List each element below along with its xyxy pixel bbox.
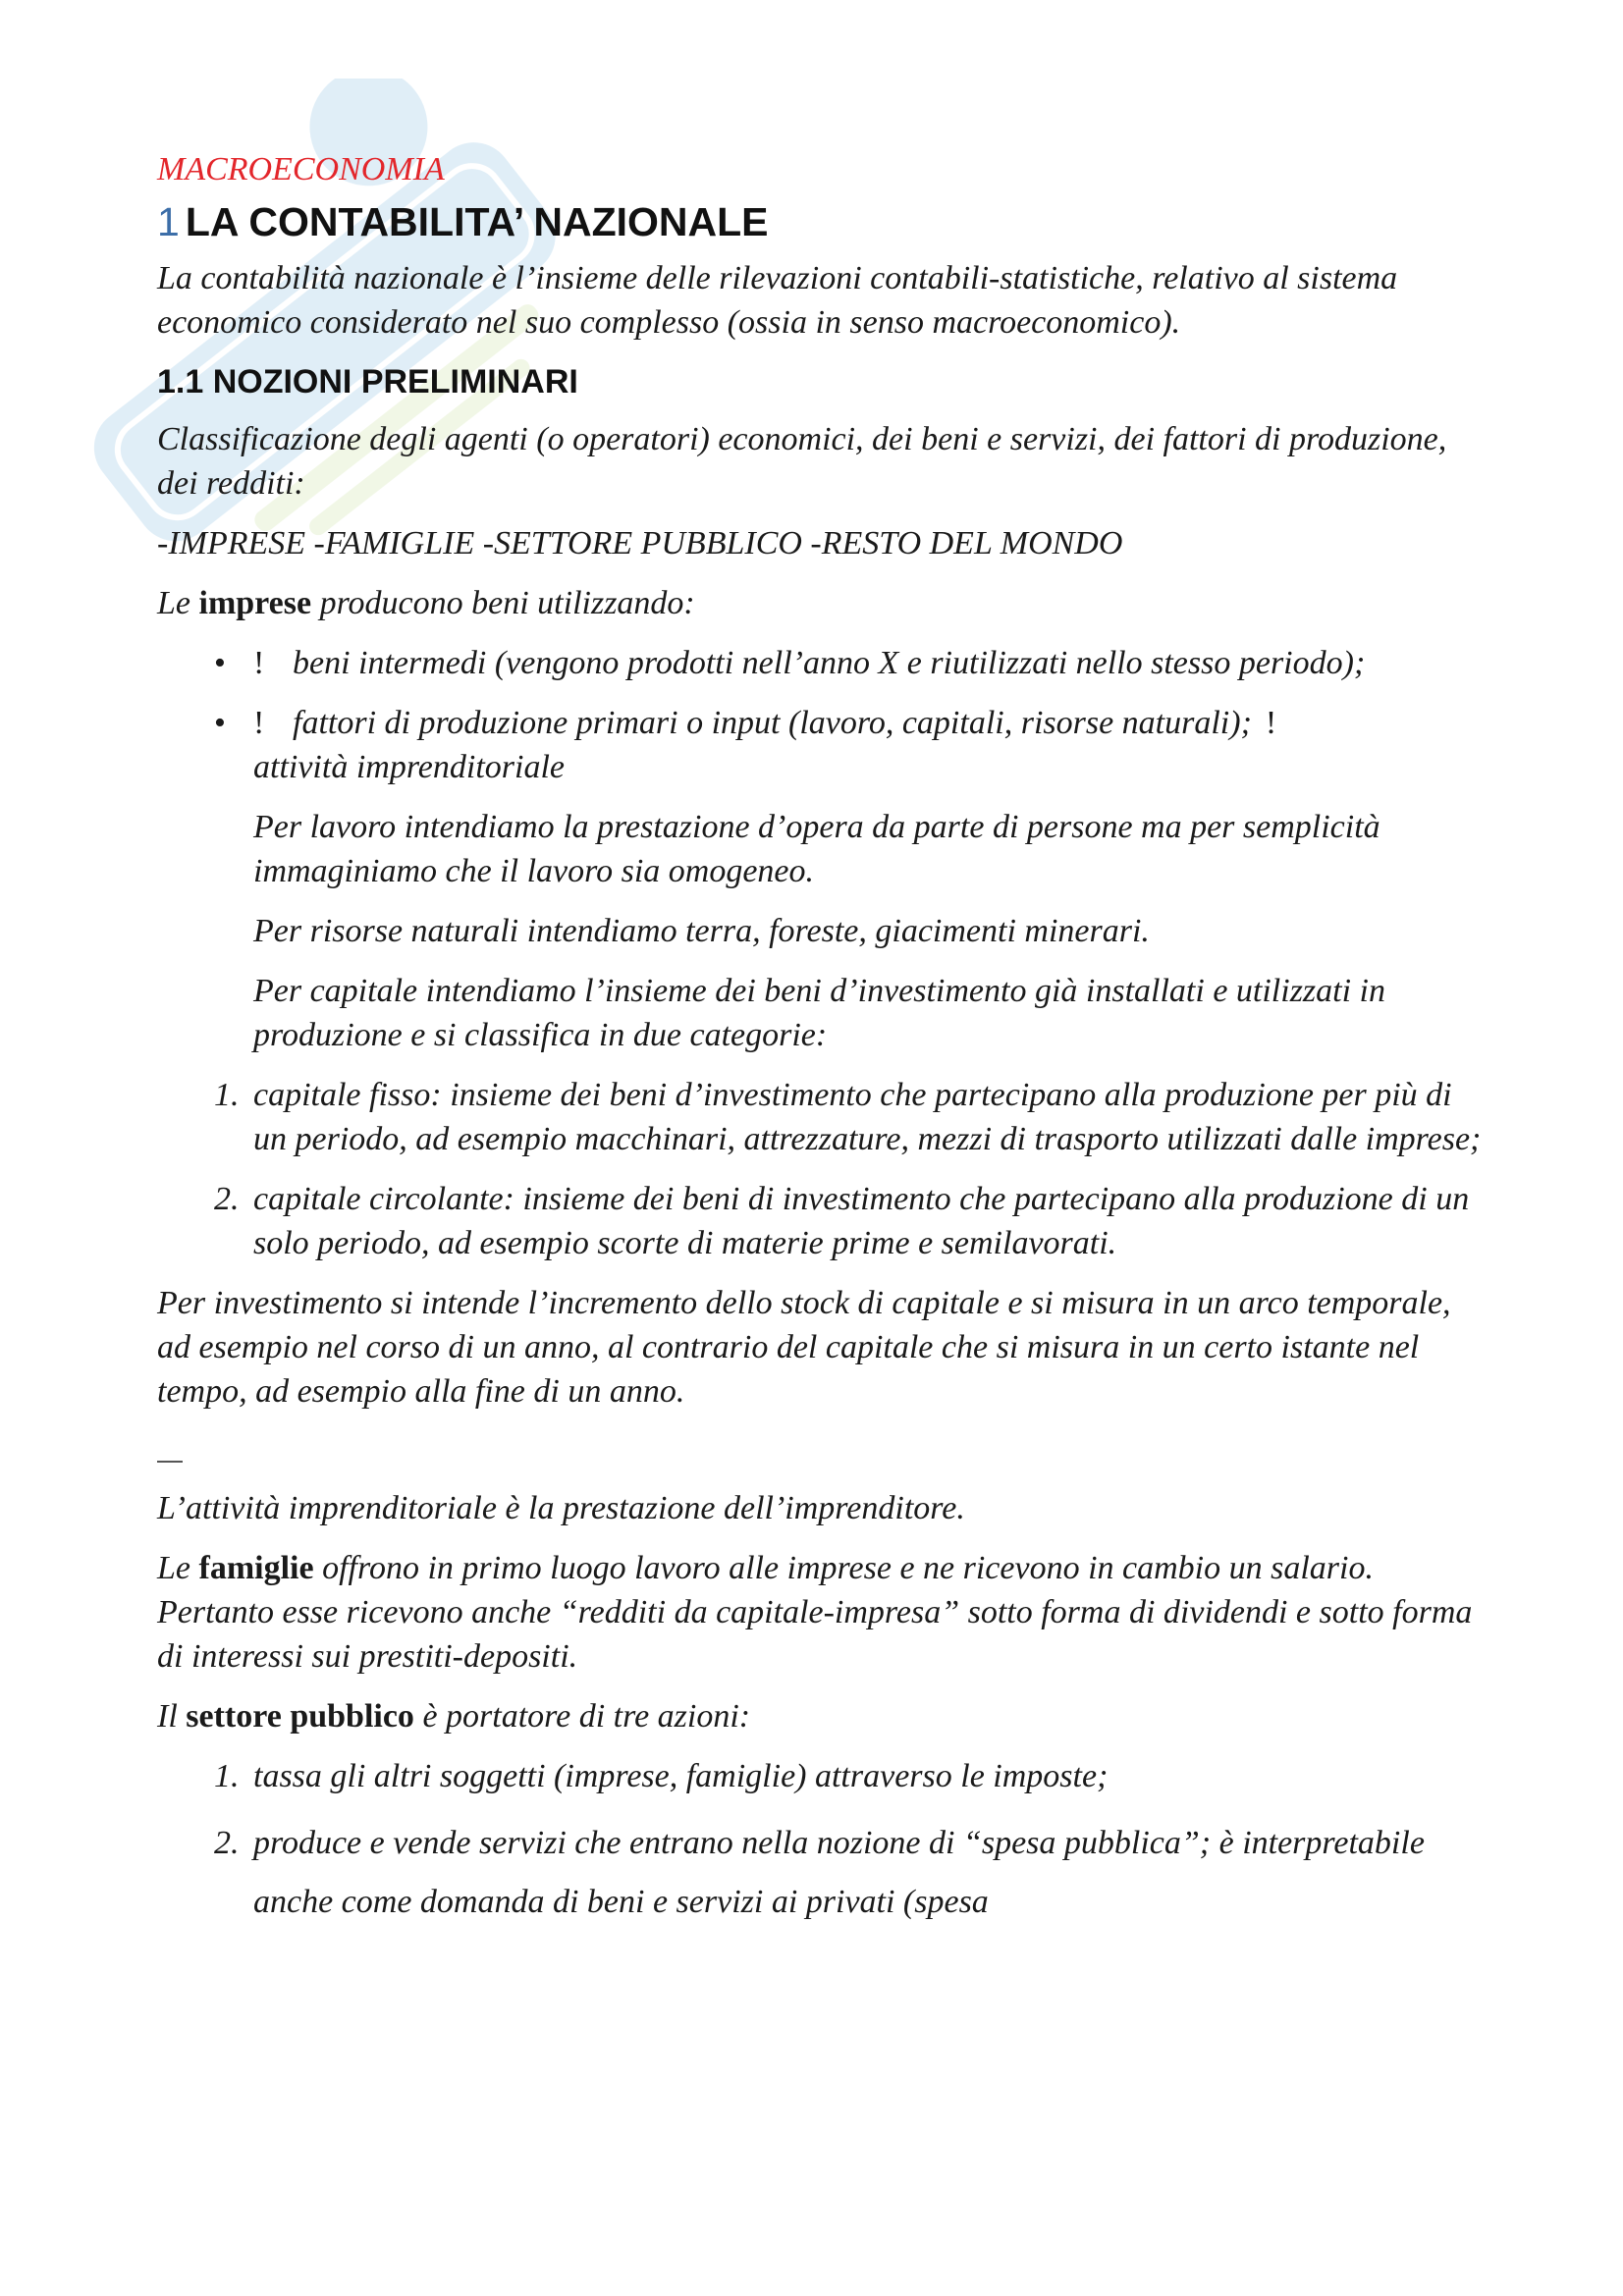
- exclamation-marker: !: [253, 705, 265, 741]
- classification-paragraph: Classificazione degli agenti (o operatori) economici, dei beni e servizi, dei fattori di produzione, dei redditi:: [157, 421, 1447, 502]
- exclamation-marker: !: [253, 645, 265, 681]
- settore-paragraph: [157, 1694, 1492, 1738]
- imprese-paragraph: [157, 581, 1492, 625]
- list-number: 2.: [214, 1825, 240, 1861]
- famiglie-term: famiglie: [198, 1550, 314, 1586]
- list-item: [214, 1754, 1492, 1798]
- imprese-term: imprese: [198, 585, 312, 621]
- famiglie-paragraph: [157, 1546, 1492, 1679]
- bullet-text: fattori di produzione primari o input (lavoro, capitali, risorse naturali);: [293, 705, 1252, 741]
- document-kicker: MACROECONOMIA: [157, 151, 445, 187]
- investimento-paragraph: Per investimento si intende l’incremento dello stock di capitale e si misura in un arco temporale, ad esempio nel corso di un anno, al contrario del capitale che si misura in un certo istante nel tempo, ad esempio alla fine di un anno.: [157, 1285, 1451, 1410]
- list-number: 1.: [214, 1077, 240, 1113]
- imprese-suffix: producono beni utilizzando:: [319, 585, 695, 621]
- famiglie-prefix: Le: [157, 1550, 190, 1586]
- section-number: 1: [157, 199, 180, 244]
- subsection-title: 1.1 NOZIONI PRELIMINARI: [157, 363, 578, 400]
- section-title-text: LA CONTABILITA’ NAZIONALE: [185, 199, 769, 244]
- section-title: [157, 197, 1492, 246]
- list-item: [214, 701, 1492, 789]
- attivita-paragraph: L’attività imprenditoriale è la prestazione dell’imprenditore.: [157, 1490, 965, 1526]
- list-item-text: produce e vende servizi che entrano nella nozione di “spesa pubblica”; è interpretabile anche come domanda di beni e servizi ai privati (spesa: [253, 1825, 1425, 1920]
- settore-prefix: Il: [157, 1698, 178, 1735]
- intro-paragraph: La contabilità nazionale è l’insieme delle rilevazioni contabili-statistiche, relativo al sistema economico considerato nel suo complesso (ossia in senso macroeconomico).: [157, 260, 1398, 341]
- list-item-text: capitale fisso: insieme dei beni d’investimento che partecipano alla produzione per più di un periodo, ad esempio macchinari, attrezzature, mezzi di trasporto utilizzati dalle imprese;: [253, 1077, 1482, 1157]
- list-item: [214, 641, 1492, 685]
- capitale-paragraph: Per capitale intendiamo l’insieme dei beni d’investimento già installati e utilizzati in produzione e si classifica in due categorie:: [253, 973, 1385, 1053]
- bullet-marker: •: [214, 705, 226, 741]
- list-number: 1.: [214, 1758, 240, 1794]
- bullet-text-continued: attività imprenditoriale: [253, 749, 565, 785]
- list-item: [214, 1814, 1492, 1932]
- list-item: [214, 1073, 1492, 1161]
- capitale-list: [157, 1073, 1492, 1265]
- agents-list: -IMPRESE -FAMIGLIE -SETTORE PUBBLICO -RESTO DEL MONDO: [157, 525, 1123, 561]
- imprese-bullet-list: [157, 641, 1492, 789]
- settore-suffix: è portatore di tre azioni:: [422, 1698, 751, 1735]
- separator: [157, 1461, 183, 1463]
- bullet-marker: •: [214, 645, 226, 681]
- list-number: 2.: [214, 1181, 240, 1217]
- exclamation-marker: !: [1265, 705, 1277, 741]
- imprese-prefix: Le: [157, 585, 190, 621]
- settore-list: [157, 1754, 1492, 1932]
- list-item-text: capitale circolante: insieme dei beni di investimento che partecipano alla produzione di un solo periodo, ad esempio scorte di materie prime e semilavorati.: [253, 1181, 1470, 1261]
- famiglie-suffix: offrono in primo luogo lavoro alle imprese e ne ricevono in cambio un salario. Pertanto esse ricevono anche “redditi da capitale-impresa” sotto forma di dividendi e sotto forma di interessi sui prestiti-depositi.: [157, 1550, 1473, 1675]
- bullet-text: beni intermedi (vengono prodotti nell’anno X e riutilizzati nello stesso periodo);: [293, 645, 1366, 681]
- settore-term: settore pubblico: [186, 1698, 414, 1735]
- document-content: [157, 147, 1492, 1948]
- list-item-text: tassa gli altri soggetti (imprese, famiglie) attraverso le imposte;: [253, 1758, 1109, 1794]
- list-item: [214, 1177, 1492, 1265]
- risorse-paragraph: Per risorse naturali intendiamo terra, foreste, giacimenti minerari.: [253, 913, 1150, 949]
- lavoro-paragraph: Per lavoro intendiamo la prestazione d’opera da parte di persone ma per semplicità immaginiamo che il lavoro sia omogeneo.: [253, 809, 1380, 889]
